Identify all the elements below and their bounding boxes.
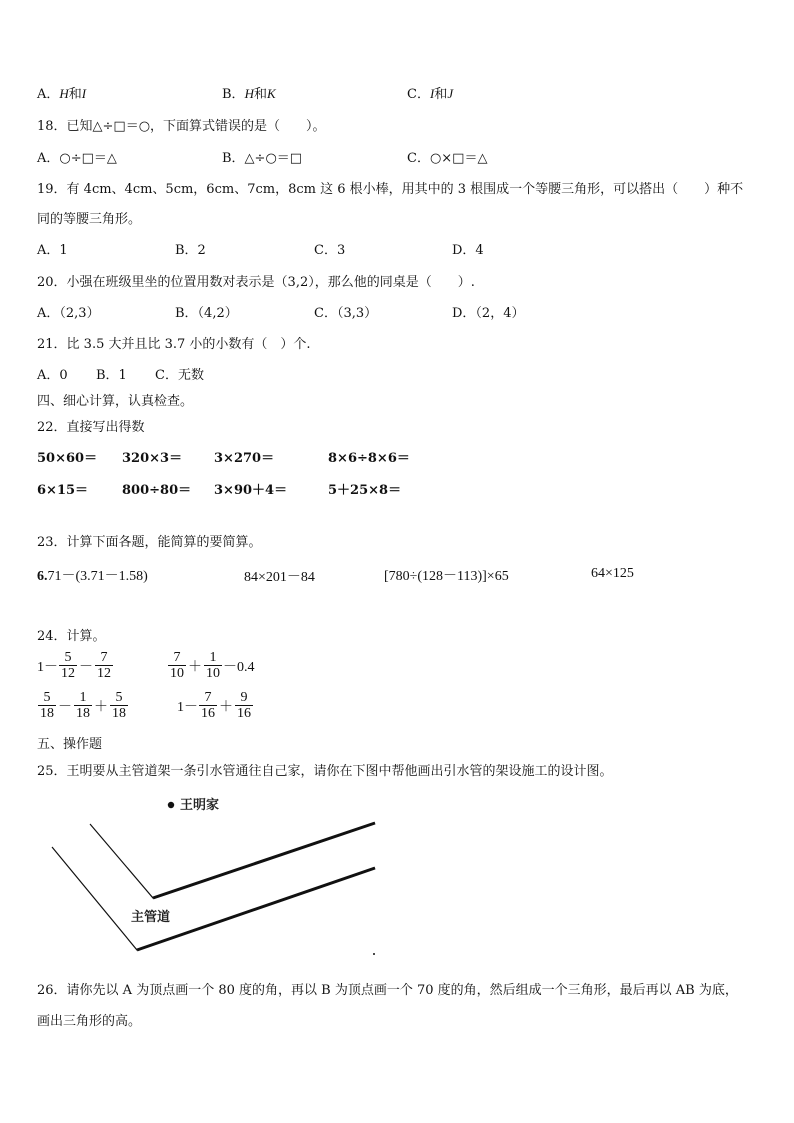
q24-expression-1: 1－ $\frac{5}{12}$ － $\frac{7}{12}$ xyxy=(37,650,111,681)
section-heading-5: 五、操作题 xyxy=(37,737,103,752)
q19-option-d: D．4 xyxy=(452,243,484,258)
q21-option-a: A．0 xyxy=(37,368,68,383)
q25-stem: 25．王明要从主管道架一条引水管通往自己家，请你在下图中帮他画出引水管的架设施工的设计图。 xyxy=(37,764,613,779)
q22-stem: 22．直接写出得数 xyxy=(37,420,145,435)
q24-stem: 24．计算。 xyxy=(37,629,106,644)
q18-option-b: B．△÷○＝□ xyxy=(222,151,303,166)
q23-expression-3: [780÷(128－113)]×65 xyxy=(384,569,509,584)
q20-option-b: B．（4,2） xyxy=(175,306,238,321)
house-label: 王明家 xyxy=(180,798,220,813)
q21-stem: 21．比 3.5 大并且比 3.7 小的小数有（ ）个. xyxy=(37,337,311,352)
q19-option-b: B．2 xyxy=(175,243,206,258)
q22-item: 800÷80＝ xyxy=(122,483,192,498)
q21-option-b: B．1 xyxy=(96,368,127,383)
fraction: $\frac{9}{16}$ xyxy=(237,690,251,721)
q22-item: 6×15＝ xyxy=(37,483,89,498)
q20-option-c: C．（3,3） xyxy=(314,306,378,321)
q23-stem: 23．计算下面各题，能简算的要简算。 xyxy=(37,535,262,550)
q18-option-c: C．○×□＝△ xyxy=(407,151,488,166)
pipe-edge-outer xyxy=(52,847,375,950)
section-heading-4: 四、细心计算，认真检查。 xyxy=(37,394,194,409)
q22-item: 3×90＋4＝ xyxy=(214,483,288,498)
pipe-edge-inner xyxy=(90,823,375,898)
q24-expression-4: 1－ $\frac{7}{16}$ ＋ $\frac{9}{16}$ xyxy=(177,690,251,721)
pipe-diagram xyxy=(40,790,385,970)
q21-option-c: C．无数 xyxy=(155,368,204,383)
q17-option-c: C．I和J xyxy=(407,86,454,102)
q26-stem-line1: 26．请你先以 A 为顶点画一个 80 度的角，再以 B 为顶点画一个 70 度的角，然后组成一个三角形，最后再以 AB 为底， xyxy=(37,983,738,998)
q20-option-d: D．（2，4） xyxy=(452,306,525,321)
q24-expression-2: $\frac{7}{10}$ ＋ $\frac{1}{10}$ －0.4 xyxy=(170,650,255,681)
q17-option-a: A．H和I xyxy=(37,86,87,102)
fraction: $\frac{1}{18}$ xyxy=(76,690,90,721)
q22-item: 5＋25×8＝ xyxy=(328,483,402,498)
q18-stem: 18．已知△÷□＝○，下面算式错误的是（ ）。 xyxy=(37,119,326,134)
q17-option-b: B．H和K xyxy=(222,86,276,102)
q23-expression-2: 84×201－84 xyxy=(244,570,315,585)
q23-expression-1: 6.71－(3.71－1.58) xyxy=(37,569,148,584)
q22-item: 8×6÷8×6＝ xyxy=(328,451,410,466)
q22-item: 320×3＝ xyxy=(122,451,183,466)
q20-option-a: A．（2,3） xyxy=(37,306,100,321)
house-dot-icon xyxy=(168,802,174,808)
q20-stem: 20．小强在班级里坐的位置用数对表示是（3,2），那么他的同桌是（ ）. xyxy=(37,275,475,290)
fraction: $\frac{1}{10}$ xyxy=(206,650,220,681)
pipe-label: 主管道 xyxy=(131,910,171,925)
fraction: $\frac{5}{12}$ xyxy=(61,650,75,681)
fraction: $\frac{5}{18}$ xyxy=(40,690,54,721)
q23-expression-4: 64×125 xyxy=(591,566,634,581)
q22-item: 3×270＝ xyxy=(214,451,275,466)
q19-stem-line2: 同的等腰三角形。 xyxy=(37,212,142,227)
q19-option-a: A．1 xyxy=(37,243,68,258)
pipe-wall-outer xyxy=(137,868,375,950)
fraction: $\frac{7}{12}$ xyxy=(97,650,111,681)
fraction: $\frac{5}{18}$ xyxy=(112,690,126,721)
q26-stem-line2: 画出三角形的高。 xyxy=(37,1014,142,1029)
fraction: $\frac{7}{16}$ xyxy=(201,690,215,721)
q22-item: 50×60＝ xyxy=(37,451,98,466)
pipe-wall-inner xyxy=(153,823,375,898)
fraction: $\frac{7}{10}$ xyxy=(170,650,184,681)
q19-option-c: C．3 xyxy=(314,243,346,258)
q19-stem-line1: 19．有 4cm、4cm、5cm，6cm、7cm，8cm 这 6 根小棒，用其中的 3 根围成一个等腰三角形，可以搭出（ ）种不 xyxy=(37,182,744,197)
q24-expression-3: $\frac{5}{18}$ － $\frac{1}{18}$ ＋ $\frac{5}{18}$ xyxy=(40,690,126,721)
q18-option-a: A．○÷□＝△ xyxy=(37,151,117,166)
